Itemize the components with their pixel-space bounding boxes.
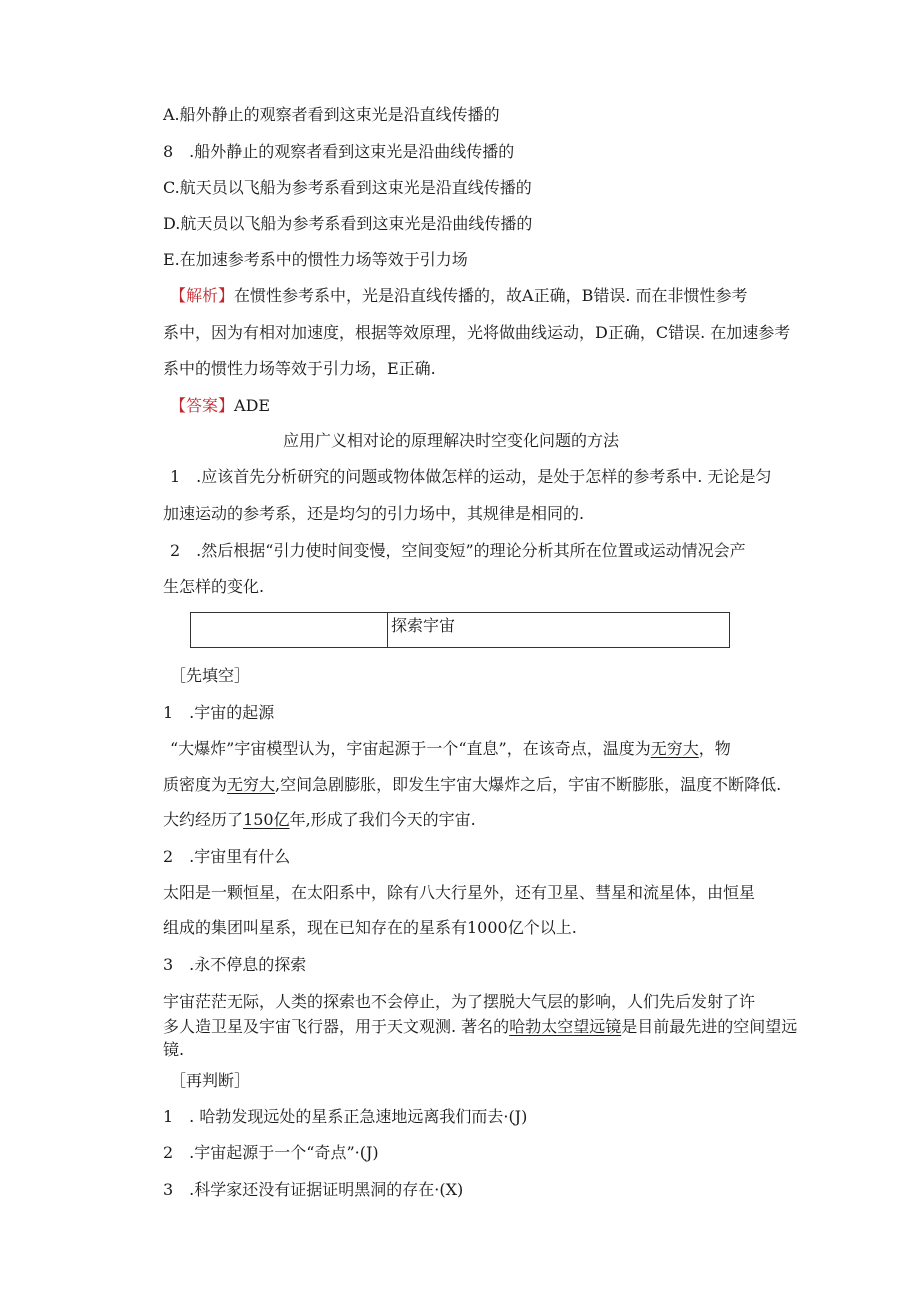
answer-line [170,395,270,417]
fill-in-title: ［先填空］ [170,666,251,685]
option-b: 8 .船外静止的观察者看到这束光是沿曲线传播的 [163,142,515,161]
method-p2-line1: 2 .然后根据“引力使时间变慢，空间变短”的理论分析其所在位置或运动情况会产 [170,541,746,560]
item1-l1-blank: 无穷大 [650,739,699,758]
option-c: C.航天员以飞船为参考系看到这束光是沿直线传播的 [163,178,532,197]
analysis-tag: 【解析】 [170,286,235,305]
option-e: E.在加速参考系中的惯性力场等效于引力场 [163,250,468,269]
item3-line3: 镜. [163,1040,185,1059]
item1-l2-text-b: ,空间急剧膨胀，即发生宇宙大爆炸之后，宇宙不断膨胀，温度不断降低. [275,775,782,794]
analysis-text-1: 在惯性参考系中，光是沿直线传播的，故A正确，B错误. 而在非惯性参考 [234,286,748,305]
answer-tag: 【答案】 [170,396,235,415]
item1-l1-text-b: ，物 [698,739,731,758]
item1-l2-blank: 无穷大 [227,775,276,794]
method-title: 应用广义相对论的原理解决时空变化问题的方法 [283,431,620,450]
answer-value: ADE [234,396,271,415]
method-p1-line1: 1 .应该首先分析研究的问题或物体做怎样的运动，是处于怎样的参考系中. 无论是匀 [170,467,772,486]
judge-q1: 1 . 哈勃发现远处的星系正急速地远离我们而去·(J) [163,1107,528,1126]
item2-title: 2 .宇宙里有什么 [163,847,291,866]
item1-l3-text-b: 年,形成了我们今天的宇宙. [289,810,476,829]
table-heading: 探索宇宙 [391,616,456,635]
item3-l2-text-a: 多人造卫星及宇宙飞行器，用于天文观测. 著名的 [163,1017,510,1036]
analysis-line-2: 系中，因为有相对加速度，根据等效原理，光将做曲线运动，D正确，C错误. 在加速参考 [163,323,791,342]
item1-l3-text-a: 大约经历了 [163,810,244,829]
option-a: A.船外静止的观察者看到这束光是沿直线传播的 [163,105,500,124]
item3-line2 [163,1016,797,1038]
item1-title: 1 .宇宙的起源 [163,703,275,722]
item2-line1: 太阳是一颗恒星，在太阳系中，除有八大行星外，还有卫星、彗星和流星体，由恒星 [163,883,756,902]
method-p1-line2: 加速运动的参考系，还是均匀的引力场中，其规律是相同的. [163,504,585,523]
item3-title: 3 .永不停息的探索 [163,955,307,974]
item1-l1-text-a: “大爆炸”宇宙模型认为，宇宙起源于一个“直息”，在该奇点，温度为 [170,739,651,758]
item1-line1 [170,738,731,760]
judge-title: ［再判断］ [170,1071,251,1090]
method-p2-line2: 生怎样的变化. [163,577,265,596]
table-divider [387,613,388,647]
item3-l2-text-b: 是目前最先进的空间望远 [621,1017,798,1036]
option-d: D.航天员以飞船为参考系看到这束光是沿曲线传播的 [163,214,533,233]
section-heading-table [190,612,730,648]
item3-line1: 宇宙茫茫无际，人类的探索也不会停止，为了摆脱大气层的影响，人们先后发射了许 [163,992,756,1011]
item2-line2: 组成的集团叫星系，现在已知存在的星系有1000亿个以上. [163,918,577,937]
judge-q2: 2 .宇宙起源于一个“奇点”·(J) [163,1143,379,1162]
item1-line2 [163,774,781,796]
item1-line3 [163,809,476,831]
item3-l2-blank: 哈勃太空望远镜 [509,1017,622,1036]
analysis-line-3: 系中的惯性力场等效于引力场，E正确. [163,359,436,378]
item1-l3-blank: 150亿 [243,810,290,829]
analysis-line-1 [170,285,748,307]
judge-q3: 3 .科学家还没有证据证明黑洞的存在·(X) [163,1180,464,1199]
item1-l2-text-a: 质密度为 [163,775,228,794]
